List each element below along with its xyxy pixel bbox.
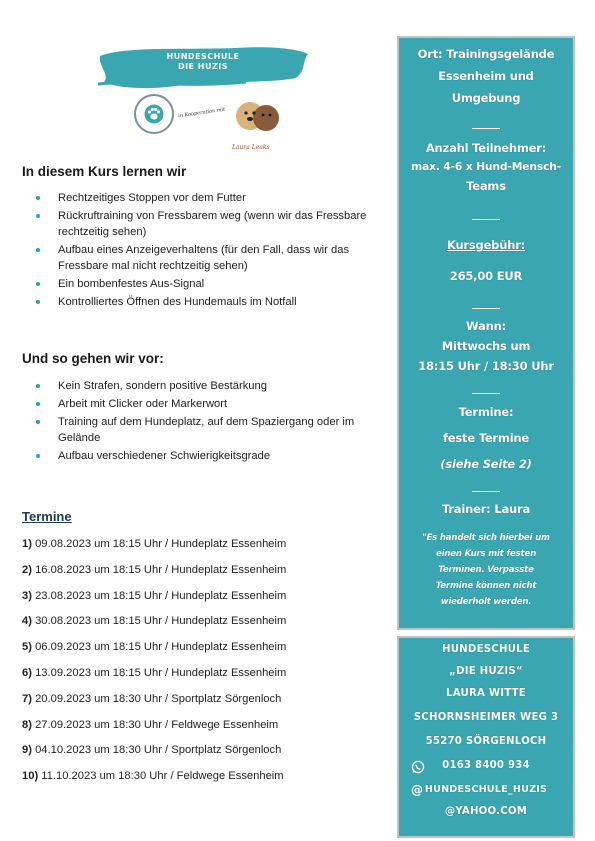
brand-line1: HUNDESCHULE — [166, 52, 240, 61]
list-item: Aufbau verschiedener Schwierigkeitsgrade — [36, 448, 396, 464]
bullet-icon — [36, 384, 40, 388]
separator — [472, 308, 500, 309]
separator — [472, 128, 500, 129]
learn-heading: In diesem Kurs lernen wir — [22, 164, 187, 179]
list-item: Kein Strafen, sondern positive Bestärkung — [36, 378, 396, 394]
paw-badge-icon — [134, 94, 174, 134]
bullet-icon — [36, 248, 40, 252]
contact-street: SCHORNSHEIMER WEG 3 — [413, 712, 559, 723]
list-item: Ein bombenfestes Aus-Signal — [36, 276, 396, 292]
when-day: Mittwochs um — [441, 339, 531, 353]
method-list — [36, 378, 396, 466]
termine-heading: Termine — [22, 509, 72, 524]
date-row: 6) 13.09.2023 um 18:15 Uhr / Hundeplatz Essenheim — [22, 666, 287, 679]
separator — [472, 393, 500, 394]
brand-line2: DIE HUZIS — [177, 62, 229, 71]
logo — [96, 36, 316, 151]
location-line1: Ort: Trainingsgelände — [417, 47, 555, 61]
list-item: Rechtzeitiges Stoppen vor dem Futter — [36, 190, 396, 206]
note-line4: Termine können nicht — [435, 581, 537, 591]
note-line2: einen Kurs mit festen — [435, 549, 537, 559]
date-row: 10) 11.10.2023 um 18:30 Uhr / Feldwege Essenheim — [22, 770, 284, 783]
list-item: Aufbau eines Anzeigeverhaltens (für den Fall, dass wir das Fressbare mal nicht rechtzeitig sehen) — [36, 242, 396, 274]
date-row: 1) 09.08.2023 um 18:15 Uhr / Hundeplatz Essenheim — [22, 538, 287, 550]
termine-list — [22, 536, 382, 794]
date-row: 4) 30.08.2023 um 18:15 Uhr / Hundeplatz Essenheim — [22, 615, 287, 628]
dates-value: feste Termine — [442, 431, 530, 445]
date-row: 8) 27.09.2023 um 18:30 Uhr / Feldwege Essenheim — [22, 718, 279, 731]
separator — [472, 219, 500, 220]
bullet-icon — [36, 420, 40, 424]
fee-value: 265,00 EUR — [449, 269, 523, 283]
list-item: Arbeit mit Clicker oder Markerwort — [36, 396, 396, 412]
location-line2: Essenheim und — [438, 69, 534, 83]
when-label: Wann: — [465, 319, 506, 333]
cooperation-text: in Kooperation mit — [177, 106, 226, 120]
date-row: 7) 20.09.2023 um 18:30 Uhr / Sportplatz Sörgenloch — [22, 692, 282, 705]
brand-text — [96, 52, 310, 72]
note-line3: Terminen. Verpasste — [438, 565, 534, 575]
contact-email-user[interactable]: HUNDESCHULE_HUZIS — [424, 784, 548, 795]
note-line1: "Es handelt sich hierbei um — [422, 533, 550, 543]
email-at-icon: @ — [411, 783, 423, 797]
bullet-icon — [36, 402, 40, 406]
list-item: Training auf dem Hundeplatz, auf dem Spaziergang oder im Gelände — [36, 414, 396, 446]
method-heading: Und so gehen wir vor: — [22, 351, 164, 366]
when-time: 18:15 Uhr / 18:30 Uhr — [418, 359, 554, 373]
contact-school-name: „DIE HUZIS“ — [449, 666, 523, 677]
list-item: Kontrolliertes Öffnen des Hundemauls im Notfall — [36, 294, 396, 310]
note-line5: wiederholt werden. — [440, 597, 532, 607]
participants-unit: Teams — [466, 179, 506, 193]
contact-person: LAURA WITTE — [446, 688, 526, 699]
trainer: Trainer: Laura — [441, 502, 531, 516]
contact-city: 55270 SÖRGENLOCH — [425, 736, 547, 747]
list-item: Rückruftraining von Fressbarem weg (wenn wir das Fressbare rechtzeitig sehen) — [36, 208, 396, 240]
contact-email-domain[interactable]: @YAHOO.COM — [444, 806, 528, 817]
date-row: 2) 16.08.2023 um 18:15 Uhr / Hundeplatz Essenheim — [22, 563, 287, 576]
bullet-icon — [36, 214, 40, 218]
date-row: 5) 06.09.2023 um 18:15 Uhr / Hundeplatz Essenheim — [22, 641, 287, 654]
contact-panel — [397, 636, 575, 838]
partner-name: Laura Leaks — [232, 144, 270, 151]
contact-school: HUNDESCHULE — [441, 644, 530, 655]
bullet-icon — [36, 196, 40, 200]
learn-list — [36, 190, 396, 312]
separator — [472, 491, 500, 492]
contact-phone[interactable]: 0163 8400 934 — [442, 760, 530, 771]
dog-logo-icon — [228, 94, 284, 138]
bullet-icon — [36, 454, 40, 458]
dates-reference: (siehe Seite 2) — [440, 457, 532, 471]
bullet-icon — [36, 282, 40, 286]
date-row: 9) 04.10.2023 um 18:30 Uhr / Sportplatz Sörgenloch — [22, 744, 282, 757]
dates-label: Termine: — [458, 405, 514, 419]
location-line3: Umgebung — [451, 91, 521, 105]
participants-label: Anzahl Teilnehmer: — [425, 141, 547, 155]
date-row: 3) 23.08.2023 um 18:15 Uhr / Hundeplatz Essenheim — [22, 589, 287, 602]
course-info-panel — [397, 36, 575, 630]
fee-label: Kursgebühr: — [446, 238, 526, 252]
participants-value: max. 4-6 x Hund-Mensch- — [410, 160, 562, 173]
bullet-icon — [36, 300, 40, 304]
